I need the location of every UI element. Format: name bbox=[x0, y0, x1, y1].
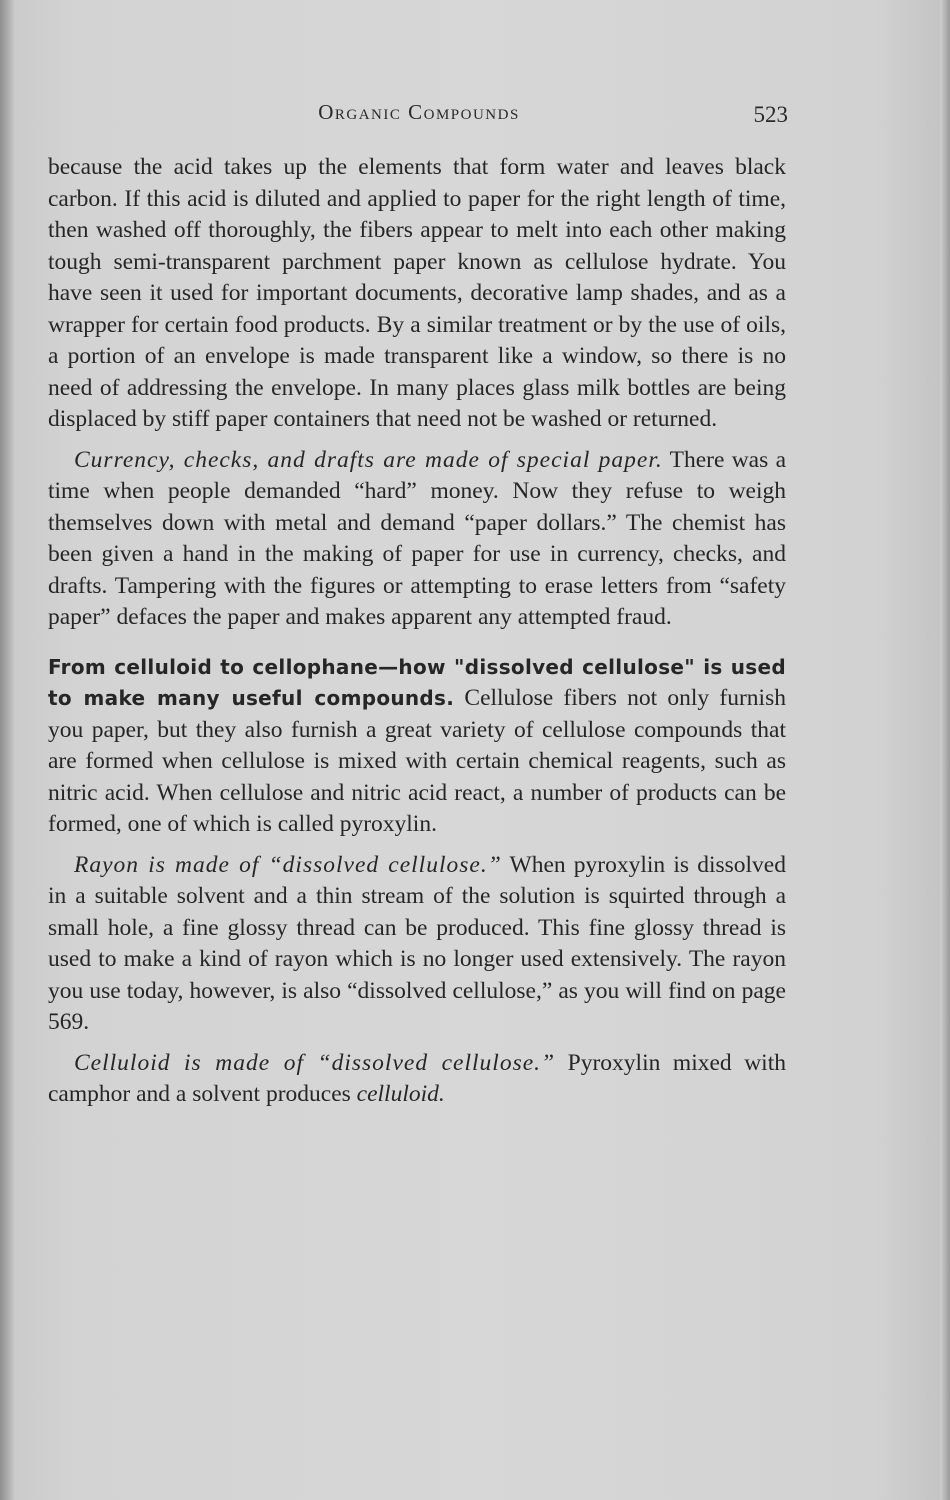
page-binding-shadow bbox=[0, 0, 14, 1500]
paragraph-5 bbox=[48, 1048, 786, 1111]
page-number: 523 bbox=[753, 102, 788, 127]
running-head: Organic Compounds bbox=[318, 100, 520, 124]
paragraph-3 bbox=[48, 652, 786, 841]
paragraph-5-lead: Celluloid is made of “dissolved cellulose.” bbox=[74, 1049, 556, 1076]
paragraph-4 bbox=[48, 850, 786, 1039]
section-heading: From celluloid to cellophane—how "dissolved cellulose" is used to make many useful compounds. bbox=[48, 654, 786, 710]
page-body bbox=[48, 152, 786, 1111]
paragraph-5-body: Pyroxylin mixed with camphor and a solvent produces bbox=[48, 1049, 786, 1107]
paragraph-5-term: celluloid. bbox=[356, 1081, 445, 1107]
paragraph-4-body: When pyroxylin is dissolved in a suitable solvent and a thin stream of the solution is squirted through a small hole, a fine glossy thread can be produced. This fine glossy thread is used to make a kind of rayon which is no longer used extensively. The rayon you use today, however, is also “dissolved cellulose,” as you will find on page 569. bbox=[48, 851, 786, 1035]
page-header bbox=[50, 100, 788, 134]
paragraph-2 bbox=[48, 445, 786, 634]
paragraph-2-body: There was a time when people demanded “hard” money. Now they refuse to weigh themselves down with metal and demand “paper dollars.” The chemist has been given a hand in the making of paper for use in currency, checks, and drafts. Tampering with the figures or attempting to erase letters from “safety paper” defaces the paper and makes apparent any attempted fraud. bbox=[48, 446, 786, 630]
page-edge-shadow bbox=[940, 0, 950, 1500]
paragraph-3-body: Cellulose fibers not only furnish you paper, but they also furnish a great variety of cellulose compounds that are formed when cellulose is mixed with certain chemical reagents, such as nitric acid. When cellulose and nitric acid react, a number of products can be formed, one of which is called pyroxylin. bbox=[48, 685, 786, 837]
paragraph-2-lead: Currency, checks, and drafts are made of special paper. bbox=[74, 446, 663, 473]
paragraph-1: because the acid takes up the elements that form water and leaves black carbon. If this acid is diluted and applied to paper for the right length of time, then washed off thoroughly, the fibers appear to melt into each other making tough semi-transparent parchment paper known as cellulose hydrate. You have seen it used for important documents, decorative lamp shades, and as a wrapper for certain food products. By a similar treatment or by the use of oils, a portion of an envelope is made transparent like a window, so there is no need of addressing the envelope. In many places glass milk bottles are being displaced by stiff paper containers that need not be washed or returned. bbox=[48, 154, 786, 432]
paragraph-4-lead: Rayon is made of “dissolved cellulose.” bbox=[74, 851, 502, 878]
